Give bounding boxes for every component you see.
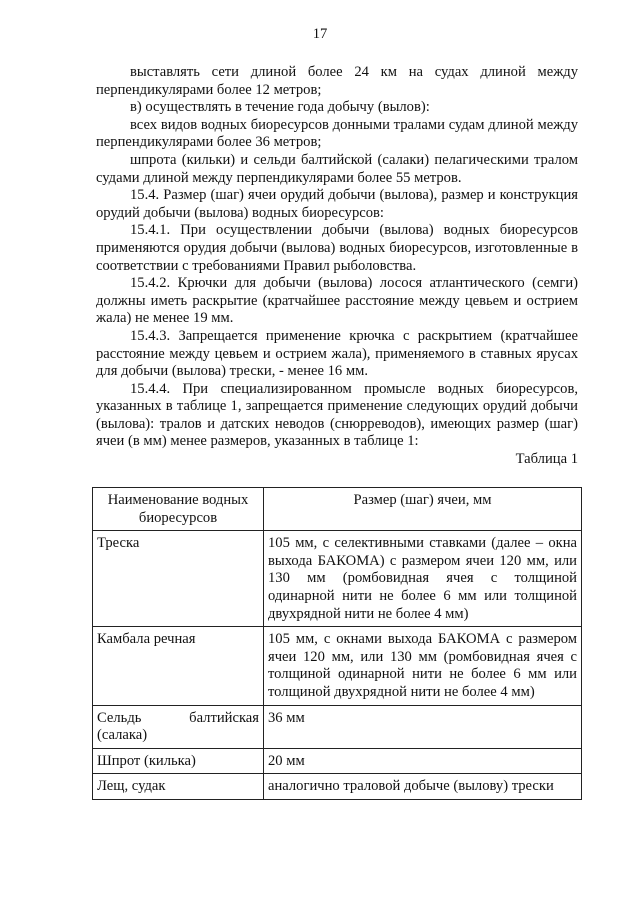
mesh-size-cell: 36 мм <box>264 705 582 748</box>
table-row <box>93 774 582 800</box>
table-row <box>93 531 582 627</box>
species-cell: Треска <box>93 531 264 627</box>
table-header-row <box>93 488 582 531</box>
mesh-size-cell: аналогично траловой добыче (вылову) трески <box>264 774 582 800</box>
species-cell: Камбала речная <box>93 627 264 705</box>
table-row <box>93 748 582 774</box>
mesh-size-table <box>92 487 582 800</box>
page-number: 17 <box>312 26 328 42</box>
document-body <box>96 64 578 451</box>
paragraph: всех видов водных биоресурсов донными тралами судам длиной между перпендикулярами более 36 метров; <box>96 116 578 151</box>
species-cell: Лещ, судак <box>93 774 264 800</box>
paragraph: выставлять сети длиной более 24 км на судах длиной между перпендикулярами более 12 метров; <box>96 64 578 98</box>
table-row <box>93 627 582 705</box>
paragraph: шпрота (кильки) и сельди балтийской (салаки) пелагическими тралом судами длиной между перпендикулярами более 55 метров. <box>96 151 578 186</box>
paragraph-15-4-1: 15.4.1. При осуществлении добычи (вылова) водных биоресурсов применяются орудия добычи (вылова) водных биоресурсов, изготовленные в соответствии с требованиями Правил рыболовства. <box>96 222 578 274</box>
header-species: Наименование водных биоресурсов <box>93 488 264 531</box>
table-row <box>93 705 582 748</box>
species-cell: Сельдь балтийская (салака) <box>93 705 264 748</box>
paragraph: в) осуществлять в течение года добычу (вылов): <box>130 99 430 116</box>
header-mesh-size: Размер (шаг) ячеи, мм <box>264 488 582 531</box>
mesh-size-cell: 20 мм <box>264 748 582 774</box>
mesh-size-cell: 105 мм, с селективными ставками (далее – окна выхода БАКОМА) с размером ячеи 120 мм, или 130 мм (ромбовидная ячея с толщиной одинарной нити не более 6 мм или толщиной двухрядной нити не более 4 мм) <box>264 531 582 627</box>
paragraph-15-4-4: 15.4.4. При специализированном промысле водных биоресурсов, указанных в таблице 1, запрещается применение следующих орудий добычи (вылова): тралов и датских неводов (снюрреводов), имеющих размер (шаг) ячеи (в мм) менее размеров, указанных в таблице 1: <box>96 380 578 450</box>
mesh-size-cell: 105 мм, с окнами выхода БАКОМА с размером ячеи 120 мм, или 130 мм (ромбовидная ячея с толщиной одинарной нити не более 6 мм или толщиной двухрядной нити не более 4 мм) <box>264 627 582 705</box>
paragraph-section-15-4: 15.4. Размер (шаг) ячеи орудий добычи (вылова), размер и конструкция орудий добычи (вылова) водных биоресурсов: <box>96 187 578 221</box>
species-cell: Шпрот (килька) <box>93 748 264 774</box>
paragraph-15-4-2: 15.4.2. Крючки для добычи (вылова) лосося атлантического (семги) должны иметь раскрытие (кратчайшее расстояние между цевьем и острием жала) не менее 19 мм. <box>96 275 578 327</box>
paragraph-15-4-3: 15.4.3. Запрещается применение крючка с раскрытием (кратчайшее расстояние между цевьем и острием жала), применяемого в ставных ярусах для добычи (вылова) трески, - менее 16 мм. <box>96 327 578 380</box>
table-caption: Таблица 1 <box>515 451 578 467</box>
